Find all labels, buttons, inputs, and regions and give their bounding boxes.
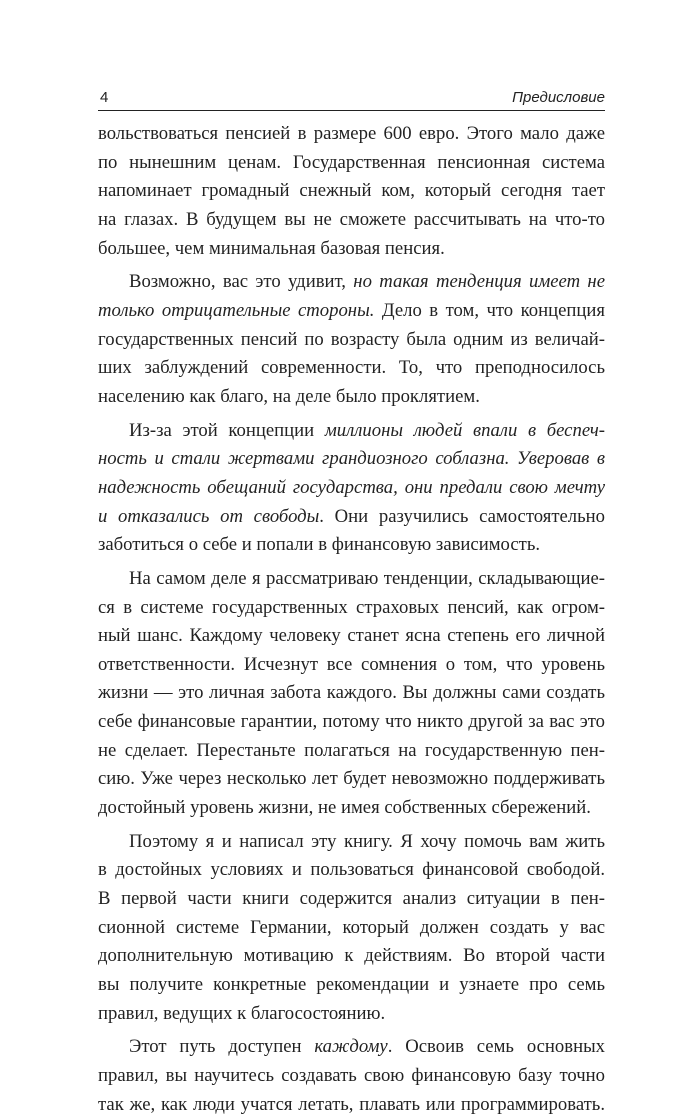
text-line: На самом деле я рассматриваю тенденции, складывающие- xyxy=(129,567,605,589)
text-line: правил, вы научитесь создавать свою финансовую базу точно xyxy=(98,1065,605,1086)
text-line: Возможно, вас это удивит, но такая тенденция имеет не xyxy=(129,271,605,293)
paragraph-3 xyxy=(98,417,605,560)
text-line: большее, чем минимальная базовая пенсия. xyxy=(98,237,445,259)
text-line: по нынешним ценам. Государственная пенсионная система xyxy=(98,151,605,173)
text-line: в достойных условиях и пользоваться финансовой свободой. xyxy=(98,859,605,881)
text-line: вольствоваться пенсией в размере 600 евро. Этого мало даже xyxy=(98,123,605,144)
text-line: Поэтому я и написал эту книгу. Я хочу помочь вам жить xyxy=(129,830,605,852)
emphasis: надежность обещаний государства, они предали свою мечту xyxy=(98,476,605,498)
text-line: сионной системе Германии, который должен создать у вас xyxy=(98,916,605,938)
text-line: В первой части книги содержится анализ ситуации в пен- xyxy=(98,888,605,910)
emphasis: ность и стали жертвами грандиозного соблазна. Уверовав в xyxy=(98,448,605,470)
paragraph-5 xyxy=(98,828,605,1029)
paragraph-2 xyxy=(98,268,605,411)
text-line: Из-за этой концепции миллионы людей впали в беспеч- xyxy=(129,419,606,441)
text-line: государственных пенсий по возрасту была одним из величай- xyxy=(98,328,605,350)
text-line: достойный уровень жизни, не имея собственных сбережений. xyxy=(98,797,591,819)
paragraph-1 xyxy=(98,120,605,263)
text-line: вы получите конкретные рекомендации и узнаете про семь xyxy=(98,974,605,996)
running-header xyxy=(98,88,605,111)
text-line: заботиться о себе и попали в финансовую зависимость. xyxy=(98,534,541,556)
text-line xyxy=(98,445,605,474)
text-line: на глазах. В будущем вы не сможете рассчитывать на что-то xyxy=(98,208,605,230)
text-line: правил, ведущих к благосостоянию. xyxy=(98,1002,386,1024)
text-line: себе финансовые гарантии, потому что никто другой за вас это xyxy=(98,711,605,733)
emphasis: только отрицательные стороны. xyxy=(98,299,375,321)
emphasis: и отказались от свободы xyxy=(98,505,320,527)
text-line: ответственности. Исчезнут все сомнения о том, что уровень xyxy=(98,653,605,675)
text-line: так же, как люди учатся летать, плавать или программировать. xyxy=(98,1093,605,1115)
text-line: жизни — это личная забота каждого. Вы должны сами создать xyxy=(98,682,605,704)
text-line: Этот путь доступен каждому. Освоив семь основных xyxy=(129,1036,605,1058)
page-number: 4 xyxy=(100,89,109,106)
text-line: ся в системе государственных страховых пенсий, как огром- xyxy=(98,596,605,618)
text-line: сию. Уже через несколько лет будет невозможно поддерживать xyxy=(98,768,605,790)
body-text xyxy=(98,120,605,1119)
text-line: только отрицательные стороны. Дело в том, что концепция xyxy=(98,299,605,321)
text-line: ших заблуждений современности. То, что преподносилось xyxy=(98,357,605,379)
paragraph-4 xyxy=(98,565,605,823)
text-line: ный шанс. Каждому человеку станет ясна степень его личной xyxy=(98,625,605,647)
paragraph-6 xyxy=(98,1033,605,1119)
text-line: и отказались от свободы. Они разучились самостоятельно xyxy=(98,505,605,527)
emphasis: но такая тенденция имеет не xyxy=(353,271,605,293)
emphasis: миллионы людей впали в беспеч- xyxy=(324,419,606,441)
text-line: не сделает. Перестаньте полагаться на государственную пен- xyxy=(98,739,605,761)
text-line: дополнительную мотивацию к действиям. Во второй части xyxy=(98,945,605,967)
text-line: населению как благо, на деле было проклятием. xyxy=(98,385,480,407)
text-line: напоминает громадный снежный ком, который сегодня тает xyxy=(98,180,605,202)
text-line xyxy=(98,474,605,503)
emphasis: каждому xyxy=(314,1036,388,1058)
section-title: Предисловие xyxy=(512,89,605,106)
